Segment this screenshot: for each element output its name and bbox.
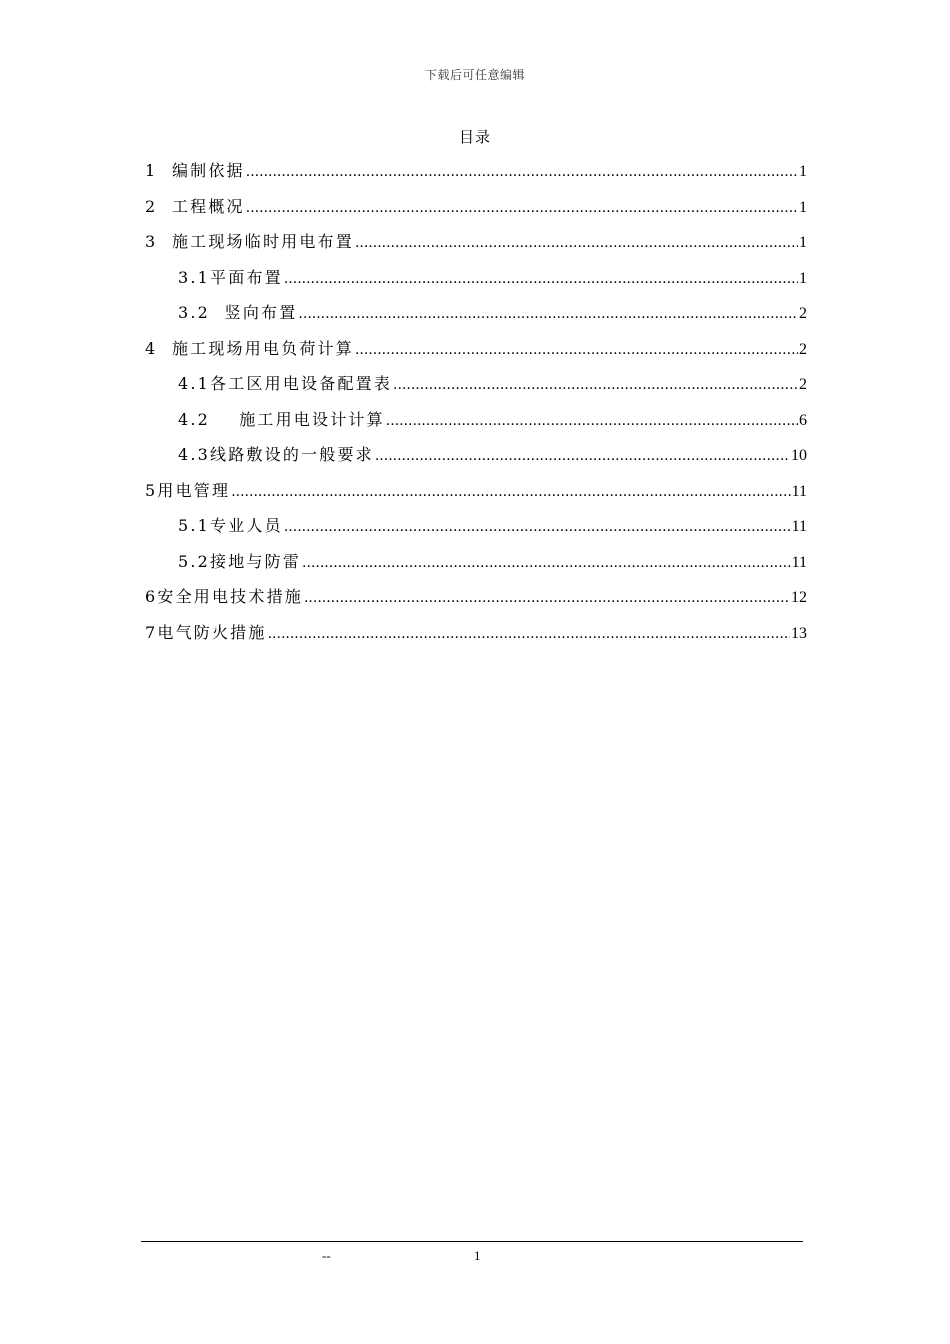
toc-dot-leader xyxy=(246,191,798,227)
toc-entry[interactable] xyxy=(145,189,807,225)
toc-dot-leader xyxy=(284,510,791,546)
toc-dot-leader xyxy=(231,475,790,511)
toc-dot-leader xyxy=(304,581,790,617)
toc-entry-text: 3.2 竖向布置 xyxy=(178,303,298,322)
toc-entry-page: 13 xyxy=(791,624,807,642)
toc-entry[interactable] xyxy=(145,295,807,331)
toc-dot-leader xyxy=(375,439,790,475)
toc-title: 目录 xyxy=(458,128,491,146)
toc-dot-leader xyxy=(386,404,798,440)
toc-dot-leader xyxy=(302,546,791,582)
toc-entry[interactable] xyxy=(145,153,807,189)
toc-dot-leader xyxy=(355,333,798,369)
toc-entry[interactable] xyxy=(145,402,807,438)
footer-dashes: -- xyxy=(322,1248,331,1263)
header-note: 下载后可任意编辑 xyxy=(424,68,525,82)
toc-entry-text: 2 工程概况 xyxy=(145,196,245,216)
toc-entry-page: 12 xyxy=(791,589,807,606)
toc-entry[interactable] xyxy=(145,473,807,509)
toc-entry[interactable] xyxy=(145,544,807,580)
toc-entry-page: 2 xyxy=(799,305,807,322)
toc-entry-text: 4 施工现场用电负荷计算 xyxy=(145,338,354,358)
toc-entry[interactable] xyxy=(145,331,807,367)
toc-entry-text: 3 施工现场临时用电布置 xyxy=(145,232,354,251)
toc-entry[interactable] xyxy=(145,224,807,260)
toc-entry-page: 1 xyxy=(799,198,807,216)
toc-entry-page: 10 xyxy=(791,447,807,464)
toc-entry-text: 4.2 施工用电设计计算 xyxy=(178,409,385,429)
toc-entry-page: 11 xyxy=(791,482,807,500)
toc-entry-text: 7电气防火措施 xyxy=(145,622,267,642)
toc-entry-text: 4.3线路敷设的一般要求 xyxy=(178,445,374,464)
footer-page-number: 1 xyxy=(474,1248,481,1263)
toc-entry-text: 3.1平面布置 xyxy=(178,267,283,287)
toc-entry-text: 6安全用电技术措施 xyxy=(145,587,303,606)
toc-entry-page: 2 xyxy=(799,376,807,393)
toc-entry-page: 11 xyxy=(791,518,807,535)
toc-entry-text: 4.1各工区用电设备配置表 xyxy=(178,374,393,393)
toc-entry-text: 5.1专业人员 xyxy=(178,516,283,535)
toc-entry-text: 1 编制依据 xyxy=(145,161,245,180)
toc-dot-leader xyxy=(284,262,798,298)
toc-dot-leader xyxy=(268,617,790,653)
toc-entry-page: 2 xyxy=(799,340,807,358)
toc-entry[interactable] xyxy=(145,508,807,544)
table-of-contents xyxy=(145,153,807,650)
toc-dot-leader xyxy=(393,368,798,404)
toc-entry-page: 1 xyxy=(799,234,807,251)
toc-entry-text: 5用电管理 xyxy=(145,480,231,500)
toc-entry[interactable] xyxy=(145,437,807,473)
toc-entry-page: 11 xyxy=(791,553,807,571)
toc-entry[interactable] xyxy=(145,615,807,651)
toc-entry-page: 1 xyxy=(799,269,807,287)
toc-entry-page: 1 xyxy=(799,163,807,180)
toc-entry-page: 6 xyxy=(799,411,807,429)
toc-dot-leader xyxy=(355,226,798,262)
toc-dot-leader xyxy=(246,155,798,191)
toc-entry-text: 5.2接地与防雷 xyxy=(178,551,302,571)
toc-entry[interactable] xyxy=(145,579,807,615)
toc-entry[interactable] xyxy=(145,366,807,402)
toc-dot-leader xyxy=(298,297,798,333)
toc-entry[interactable] xyxy=(145,260,807,296)
footer-divider xyxy=(141,1241,803,1242)
